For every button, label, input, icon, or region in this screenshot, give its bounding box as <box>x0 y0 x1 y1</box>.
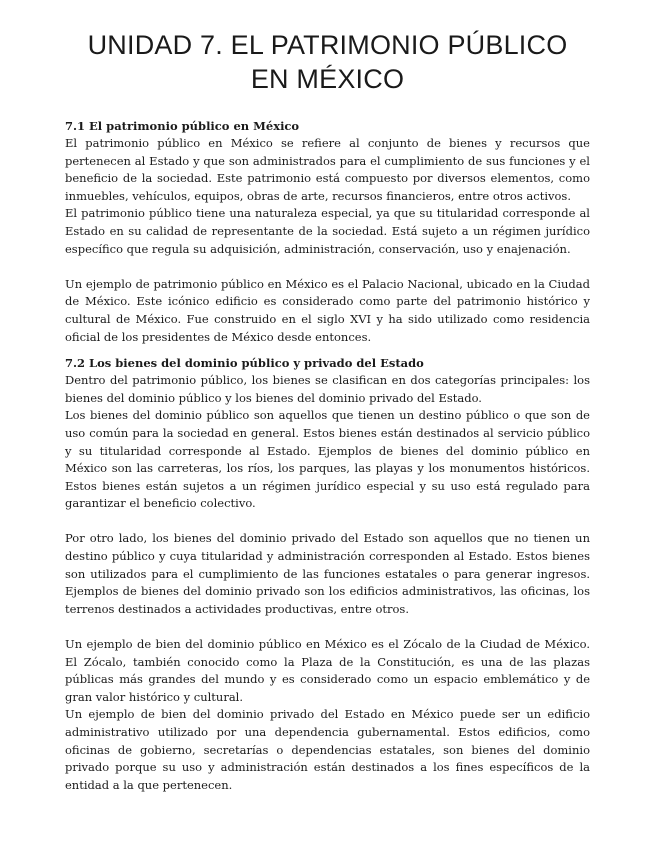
section-7-1 <box>65 118 590 346</box>
paragraph: Un ejemplo de bien del dominio privado del Estado en México puede ser un edificio administrativo utilizado por una dependencia gubernamental. Estos edificios, como oficinas de gobierno, secretarías o dependencias estatales, son bienes del dominio privado porque su uso y administración están destinados a los fines específicos de la entidad a la que pertenecen. <box>65 707 590 792</box>
paragraph: Un ejemplo de patrimonio público en México es el Palacio Nacional, ubicado en la Ciudad de México. Este icónico edificio es considerado como parte del patrimonio histórico y cultural de México. Fue construido en el siglo XVI y ha sido utilizado como residencia oficial de los presidentes de México desde entonces. <box>65 276 590 344</box>
paragraph: El patrimonio público en México se refiere al conjunto de bienes y recursos que pertenecen al Estado y que son administrados para el cumplimiento de sus funciones y el beneficio de la sociedad. Este patrimonio está compuesto por diversos elementos, como inmuebles, vehículos, equipos, obras de arte, recursos financieros, entre otros activos. <box>65 136 590 203</box>
document-title: UNIDAD 7. EL PATRIMONIO PÚBLICO EN MÉXICO <box>87 30 568 94</box>
section-heading: 7.2 Los bienes del dominio público y privado del Estado <box>65 356 424 371</box>
paragraph: Dentro del patrimonio público, los bienes se clasifican en dos categorías principales: los bienes del dominio público y los bienes del dominio privado del Estado. <box>65 373 590 405</box>
paragraph: El patrimonio público tiene una naturaleza especial, ya que su titularidad corresponde al Estado en su calidad de representante de la sociedad. Está sujeto a un régimen jurídico específico que regula su adquisición, administración, conservación, uso y enajenación. <box>65 206 590 256</box>
paragraph: Los bienes del dominio público son aquellos que tienen un destino público o que son de uso común para la sociedad en general. Estos bienes están destinados al servicio público y su titularidad corresponde al Estado. Ejemplos de bienes del dominio público en México son las carreteras, los ríos, los parques, las playas y los monumentos históricos. Estos bienes están sujetos a un régimen jurídico especial y su uso está regulado para garantizar el beneficio colectivo. <box>65 408 590 511</box>
section-7-2 <box>65 355 590 794</box>
paragraph: Un ejemplo de bien del dominio público en México es el Zócalo de la Ciudad de México. El Zócalo, también conocido como la Plaza de la Constitución, es una de las plazas públicas más grandes del mundo y es considerado como un espacio emblemático y de gran valor histórico y cultural. <box>65 637 590 704</box>
paragraph: Por otro lado, los bienes del dominio privado del Estado son aquellos que no tienen un destino público y cuya titularidad y administración corresponden al Estado. Estos bienes son utilizados para el cumplimiento de las funciones estatales o para generar ingresos. Ejemplos de bienes del dominio privado son los edificios administrativos, las oficinas, los terrenos destinados a actividades productivas, entre otros. <box>65 531 590 616</box>
section-heading: 7.1 El patrimonio público en México <box>65 119 300 133</box>
